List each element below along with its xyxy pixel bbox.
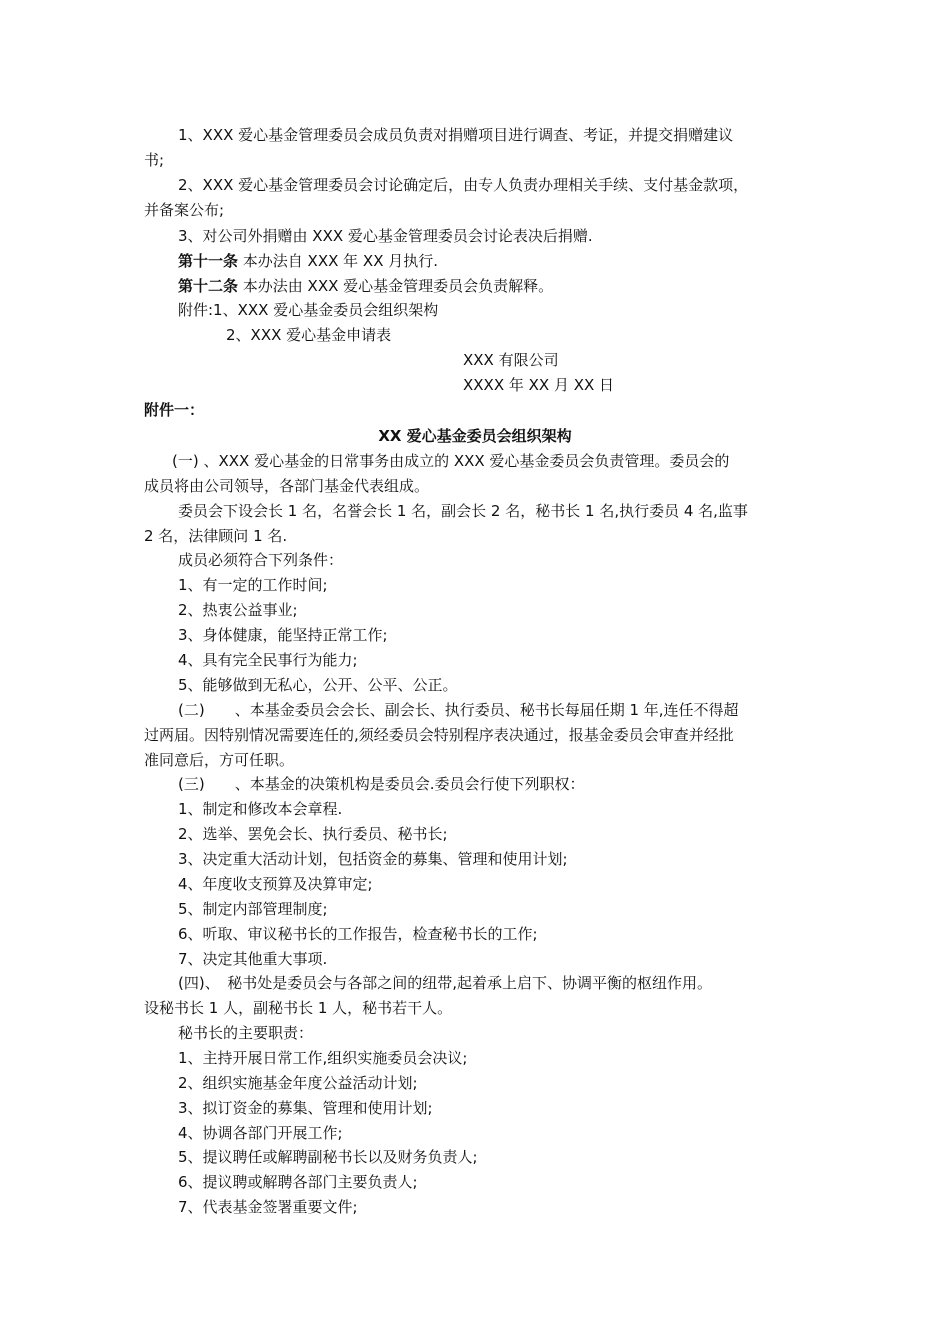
list-item: 1、有一定的工作时间; — [178, 576, 328, 594]
list-item: 3、拟订资金的募集、管理和使用计划; — [178, 1099, 433, 1117]
paragraph: 2、XXX 爱心基金管理委员会讨论确定后，由专人负责办理相关手续、支付基金款项， — [178, 176, 749, 194]
paragraph-continuation: 2 名，法律顾问 1 名. — [144, 527, 288, 545]
paragraph: 委员会下设会长 1 名，名誉会长 1 名，副会长 2 名，秘书长 1 名,执行委员 4 名,监事 — [178, 502, 748, 520]
article-12-text: 本办法由 XXX 爱心基金管理委员会负责解释。 — [238, 277, 554, 295]
signature-date: XXXX 年 XX 月 XX 日 — [463, 376, 615, 394]
list-item: 2、热衷公益事业; — [178, 601, 298, 619]
conditions-heading: 成员必须符合下列条件： — [178, 551, 344, 569]
list-item: 3、身体健康，能坚持正常工作; — [178, 626, 388, 644]
paragraph-continuation: 成员将由公司领导，各部门基金代表组成。 — [144, 477, 430, 495]
paragraph-continuation: 书; — [144, 151, 165, 169]
annex-item-1: 附件:1、XXX 爱心基金委员会组织架构 — [178, 301, 439, 319]
list-item: 2、组织实施基金年度公益活动计划; — [178, 1074, 418, 1092]
article-11 — [178, 250, 438, 272]
paragraph-continuation: 准同意后，方可任职。 — [144, 751, 295, 769]
list-item: 7、代表基金签署重要文件; — [178, 1198, 358, 1216]
section-title: XX 爱心基金委员会组织架构 — [378, 427, 572, 445]
list-item: 5、制定内部管理制度; — [178, 900, 328, 918]
signature-company: XXX 有限公司 — [463, 351, 559, 369]
list-item: 2、选举、罢免会长、执行委员、秘书长; — [178, 825, 448, 843]
list-item: 1、制定和修改本会章程. — [178, 800, 343, 818]
list-item: 5、提议聘任或解聘副秘书长以及财务负责人; — [178, 1148, 478, 1166]
paragraph: 1、XXX 爱心基金管理委员会成员负责对捐赠项目进行调查、考证，并提交捐赠建议 — [178, 126, 734, 144]
article-12-label: 第十二条 — [178, 277, 239, 295]
paragraph: (三) 、本基金的决策机构是委员会.委员会行使下列职权： — [178, 775, 585, 793]
paragraph: (四)、 秘书处是委员会与各部之间的纽带,起着承上启下、协调平衡的枢纽作用。 — [178, 974, 712, 992]
paragraph-continuation: 并备案公布; — [144, 201, 225, 219]
annex-item-2: 2、XXX 爱心基金申请表 — [226, 326, 392, 344]
article-12 — [178, 275, 553, 297]
paragraph-continuation: 设秘书长 1 人，副秘书长 1 人，秘书若干人。 — [144, 999, 453, 1017]
article-11-label: 第十一条 — [178, 252, 239, 270]
article-11-text: 本办法自 XXX 年 XX 月执行. — [238, 252, 439, 270]
list-item: 7、决定其他重大事项. — [178, 950, 328, 968]
duties-heading: 秘书长的主要职责： — [178, 1024, 314, 1042]
attachment-heading: 附件一： — [144, 401, 205, 419]
list-item: 1、主持开展日常工作,组织实施委员会决议; — [178, 1049, 468, 1067]
list-item: 4、协调各部门开展工作; — [178, 1124, 343, 1142]
paragraph-continuation: 过两届。因特别情况需要连任的,须经委员会特别程序表决通过，报基金委员会审查并经批 — [144, 726, 734, 744]
list-item: 3、决定重大活动计划，包括资金的募集、管理和使用计划; — [178, 850, 568, 868]
paragraph: (一) 、XXX 爱心基金的日常事务由成立的 XXX 爱心基金委员会负责管理。委员会的 — [172, 452, 730, 470]
paragraph: 3、对公司外捐赠由 XXX 爱心基金管理委员会讨论表决后捐赠. — [178, 227, 593, 245]
paragraph: (二) 、本基金委员会会长、副会长、执行委员、秘书长每届任期 1 年,连任不得超 — [178, 701, 739, 719]
list-item: 4、具有完全民事行为能力; — [178, 651, 358, 669]
list-item: 6、听取、审议秘书长的工作报告，检查秘书长的工作; — [178, 925, 538, 943]
list-item: 6、提议聘或解聘各部门主要负责人; — [178, 1173, 418, 1191]
list-item: 5、能够做到无私心，公开、公平、公正。 — [178, 676, 458, 694]
list-item: 4、年度收支预算及决算审定; — [178, 875, 373, 893]
